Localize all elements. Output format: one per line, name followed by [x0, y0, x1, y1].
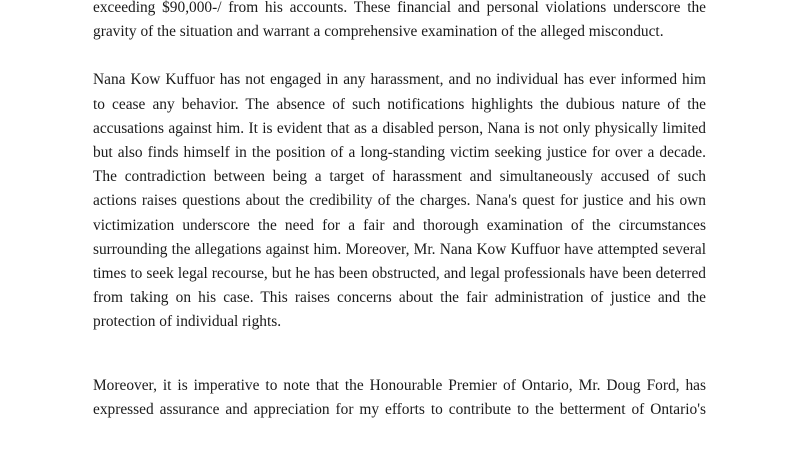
text-line: times to seek legal recourse, but he has been obstructed, and legal professionals have been deterred — [93, 265, 706, 283]
paragraph-financial-violations — [93, 0, 706, 44]
paragraph-spacer — [93, 335, 706, 374]
text-line: but also finds himself in the position of a long-standing victim seeking justice for over a decade. — [93, 144, 706, 162]
paragraph-harassment-claims — [93, 68, 706, 334]
text-line: gravity of the situation and warrant a comprehensive examination of the alleged misconduct. — [93, 23, 664, 41]
text-line: exceeding $90,000-/ from his accounts. These financial and personal violations underscore the — [93, 0, 706, 16]
text-line: to cease any behavior. The absence of such notifications highlights the dubious nature of the — [93, 95, 706, 113]
paragraph-premier-note — [93, 374, 706, 422]
text-line: actions raises questions about the credibility of the charges. Nana's quest for justice and his own — [93, 192, 706, 210]
text-line: from taking on his case. This raises concerns about the fair administration of justice and the — [93, 289, 706, 307]
text-line: surrounding the allegations against him. Moreover, Mr. Nana Kow Kuffuor have attempted several — [93, 240, 706, 258]
text-line: The contradiction between being a target of harassment and simultaneously accused of such — [93, 168, 706, 186]
document-body — [93, 0, 706, 422]
text-line: protection of individual rights. — [93, 313, 282, 331]
text-line: accusations against him. It is evident that as a disabled person, Nana is not only physically limited — [93, 119, 706, 137]
paragraph-spacer — [93, 44, 706, 68]
text-line: Nana Kow Kuffuor has not engaged in any harassment, and no individual has ever informed him — [93, 71, 706, 89]
text-line: Moreover, it is imperative to note that the Honourable Premier of Ontario, Mr. Doug Ford, has — [93, 376, 706, 394]
text-line: victimization underscore the need for a fair and thorough examination of the circumstances — [93, 216, 706, 234]
text-line: expressed assurance and appreciation for my efforts to contribute to the betterment of Ontario's — [93, 400, 706, 418]
